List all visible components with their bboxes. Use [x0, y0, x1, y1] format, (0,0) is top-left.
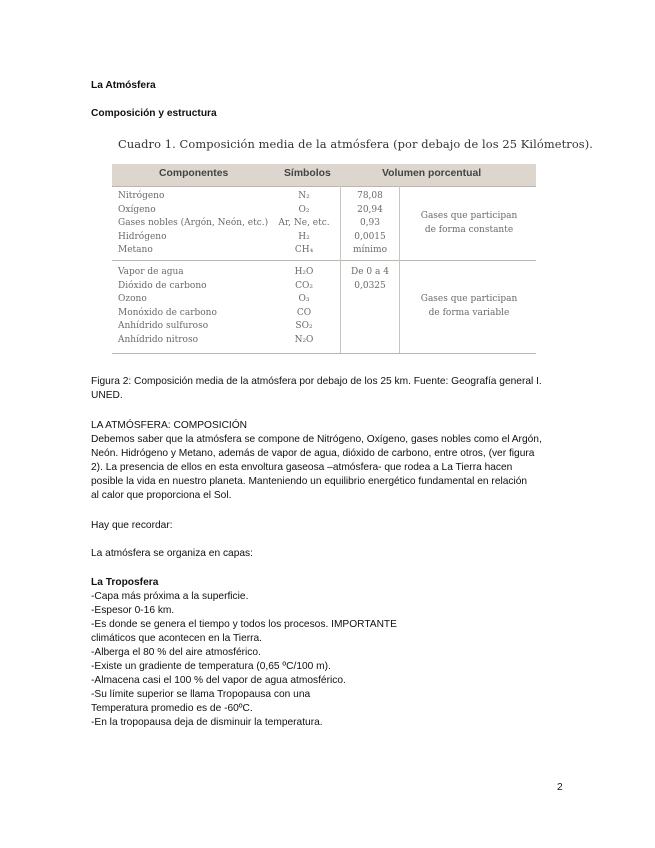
composition-table-figure: [112, 134, 593, 359]
header-symbols: Símbolos: [284, 168, 331, 179]
list-item: -En la tropopausa deja de disminuir la temperatura.: [91, 717, 323, 728]
composition-paragraph: Debemos saber que la atmósfera se compone de Nitrógeno, Oxígeno, gases nobles como el Argón, Neón. Hidrógeno y Metano, además de vapor de agua, dióxido de carbono, entre otros, (ver figura 2). La presencia de ellos en esta envoltura gaseosa –atmósfera- que rodea a La Tierra hacen posible la vida en nuestro planeta. Manteniendo un equilibrio energético fundamental en relación al calor que proporciona el Sol.: [91, 434, 542, 501]
layers-intro: La atmósfera se organiza en capas:: [91, 548, 253, 559]
list-item: -Capa más próxima a la superficie.: [91, 591, 249, 602]
list-item: -Existe un gradiente de temperatura (0,65 ºC/100 m).: [91, 661, 331, 672]
figure-caption: Figura 2: Composición media de la atmósfera por debajo de los 25 km. Fuente: Geografía general I. UNED.: [91, 376, 542, 401]
header-volume: Volumen porcentual: [382, 168, 482, 179]
list-item: -Su límite superior se llama Tropopausa con una: [91, 689, 311, 700]
list-item: Temperatura promedio es de -60ºC.: [91, 703, 253, 714]
section-title: LA ATMÓSFERA: COMPOSICIÓN: [91, 420, 248, 431]
troposphere-title: La Troposfera: [91, 577, 159, 588]
list-item: -Almacena casi el 100 % del vapor de agua atmosférico.: [91, 675, 346, 686]
troposphere-list: [91, 590, 566, 730]
remember-line: Hay que recordar:: [91, 520, 173, 531]
group1-components: Nitrógeno Oxígeno Gases nobles (Argón, Neón, etc.) Hidrógeno Metano: [118, 191, 269, 256]
table-bottom-border: [112, 353, 536, 354]
group1-note: Gases que participan de forma constante: [420, 211, 518, 235]
table-caption-title: Cuadro 1. Composición media de la atmósfera (por debajo de los 25 Kilómetros).: [118, 137, 593, 151]
group2-values: De 0 a 4 0,0325: [351, 267, 389, 291]
table-header-row: [112, 164, 536, 186]
header-components: Componentes: [159, 168, 229, 179]
page-number: 2: [557, 782, 563, 793]
header-divider: [112, 186, 536, 187]
group1-symbols: N₂ O₂ Ar, Ne, etc. H₂ CH₄: [278, 191, 330, 256]
group-divider: [112, 260, 536, 261]
group1-values: 78,08 20,94 0,93 0,0015 mínimo: [352, 191, 388, 256]
group2-components: Vapor de agua Dióxido de carbono Ozono Monóxido de carbono Anhídrido sulfuroso Anhídrido nitroso: [118, 267, 217, 345]
composition-table: [112, 164, 536, 354]
document-subheading: Composición y estructura: [91, 108, 217, 119]
document-heading: La Atmósfera: [91, 80, 156, 91]
list-item: -Alberga el 80 % del aire atmosférico.: [91, 647, 261, 658]
group2-note: Gases que participan de forma variable: [420, 294, 518, 318]
list-item: -Es donde se genera el tiempo y todos los procesos. IMPORTANTE: [91, 619, 397, 630]
list-item: -Espesor 0-16 km.: [91, 605, 175, 616]
list-item: climáticos que acontecen en la Tierra.: [91, 633, 263, 644]
group2-symbols: H₂O CO₂ O₃ CO SO₂ N₂O: [294, 267, 314, 345]
column-divider-notes: [399, 186, 400, 353]
column-divider-values: [340, 186, 341, 353]
